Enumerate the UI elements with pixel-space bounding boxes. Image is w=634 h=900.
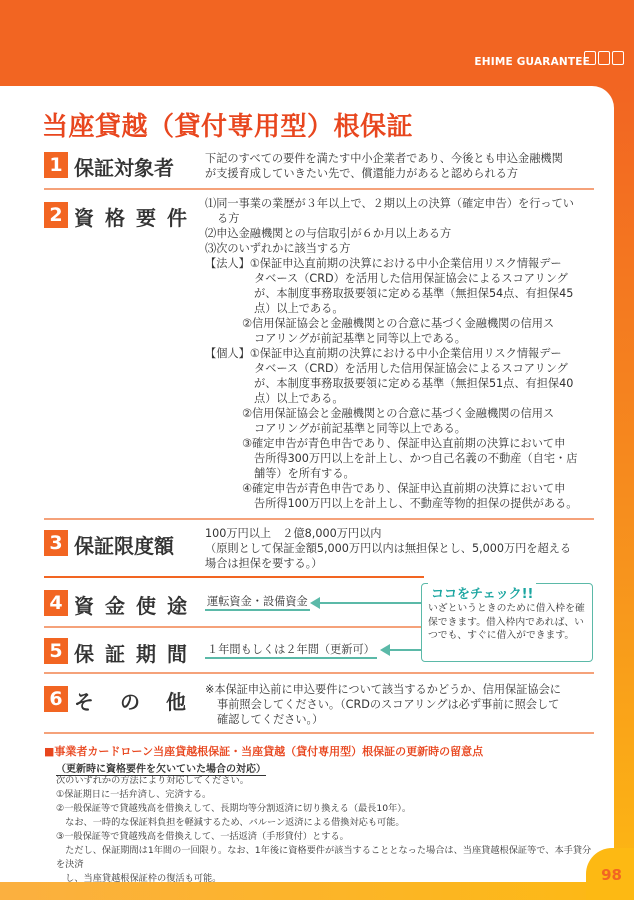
note-line: ①保証期日に一括弁済し、完済する。 (56, 789, 212, 800)
section-body (205, 151, 595, 181)
divider (44, 672, 594, 674)
section-number: 1 (44, 152, 68, 178)
text-line: 舗等）を所有する。 (254, 467, 355, 480)
text-line: 点）以上である。 (254, 302, 344, 315)
callout-text: いざというときのために借入枠を確保できます。借入枠内であれば、いつでも、すぐに借入ができます。 (428, 603, 585, 641)
text-line: ⑴同一事業の業歴が３年以上で、２期以上の決算（確定申告）を行ってい (205, 197, 574, 210)
text-line: 下記のすべての要件を満たす中小企業者であり、今後とも申込金融機関 (205, 152, 563, 165)
section-number: 6 (44, 686, 68, 712)
text-line: ②信用保証協会と金融機関との合意に基づく金融機関の信用ス (242, 317, 555, 330)
note-line: し、当座貸越根保証枠の復活も可能。 (56, 873, 222, 884)
text-line: 告所得100万円以上を計上し、不動産等物的担保の提供がある。 (254, 497, 578, 510)
brand-name: EHIME GUARANTEE (474, 56, 590, 68)
text-line: 告所得300万円以上を計上し、かつ自己名義の不動産（自宅・店 (254, 452, 578, 465)
section-body (205, 196, 595, 511)
section-label: 資格要件 (74, 206, 198, 230)
section-body (205, 682, 600, 727)
section-number: 3 (44, 530, 68, 556)
section-number: 2 (44, 202, 68, 228)
arrow-icon (310, 597, 320, 609)
section-label: 保証対象者 (74, 156, 174, 180)
section-label: 保証期間 (74, 642, 198, 666)
arrow-line (318, 602, 421, 604)
note-line: 次のいずれかの方法により対応してください。 (56, 775, 249, 786)
brand-icons (584, 51, 624, 65)
text-line: 確認してください。） (217, 713, 324, 726)
text-line: コアリングが前記基準と同等以上である。 (254, 422, 466, 435)
section-3 (44, 526, 594, 574)
notes-subtitle: （更新時に資格要件を欠いていた場合の対応） (56, 760, 266, 776)
text-line: ②信用保証協会と金融機関との合意に基づく金融機関の信用ス (242, 407, 555, 420)
text-line: が、本制度事務取扱要領に定める基準（無担保51点、有担保40 (254, 377, 574, 390)
text-line: 事前照会してください。（CRDのスコアリングは必ず事前に照会して (217, 698, 560, 711)
text-line: ※本保証申込前に申込要件について該当するかどうか、信用保証協会に (205, 683, 561, 696)
notes-title: ■事業者カードローン当座貸越根保証・当座貸越（貸付専用型）根保証の更新時の留意点 (44, 745, 484, 758)
right-stripe (614, 86, 634, 900)
text-line: タベース（CRD）を活用した信用保証協会によるスコアリング (254, 272, 568, 285)
value-box: １年間もしくは２年間（更新可） (205, 642, 377, 659)
text-line: が支援育成していきたい先で、償還能力があると認められる方 (205, 167, 519, 180)
divider (44, 188, 594, 190)
section-2 (44, 196, 594, 516)
text-line: タベース（CRD）を活用した信用保証協会によるスコアリング (254, 362, 568, 375)
text-line: ③確定申告が青色申告であり、保証申込直前期の決算において申 (242, 437, 566, 450)
text-line: 【個人】①保証申込直前期の決算における中小企業信用リスク情報デー (205, 347, 562, 360)
text-line: 場合は担保を要する。） (205, 557, 323, 570)
divider (44, 518, 594, 520)
page-title: 当座貸越（貸付専用型）根保証 (42, 112, 414, 142)
section-6 (44, 682, 594, 730)
divider (44, 732, 594, 734)
text-line: 点）以上である。 (254, 392, 344, 405)
divider (44, 576, 424, 578)
header-band (0, 0, 634, 86)
note-line: なお、一時的な保証料負担を軽減するため、バルーン返済による借換対応も可能。 (56, 817, 405, 828)
section-label: その他 (74, 690, 212, 714)
arrow-line (388, 649, 421, 651)
text-line: 100万円以上 ２億8,000万円以内 (205, 527, 382, 540)
note-line: ③一般保証等で貸越残高を借換えして、一括返済（手形貸付）とする。 (56, 831, 349, 842)
section-number: 5 (44, 638, 68, 664)
value-box: 運転資金・設備資金 (205, 594, 310, 611)
text-line: る方 (217, 212, 240, 225)
note-line: ただし、保証期間は1年間の一回限り。なお、1年後に資格要件が該当することとなった場合は、当座貸越根保証等で、本手貸分を決済 (56, 845, 592, 870)
arrow-icon (380, 644, 390, 656)
callout-title: ココをチェック!! (428, 583, 536, 602)
text-line: ④確定申告が青色申告であり、保証申込直前期の決算において申 (242, 482, 566, 495)
box-icon (598, 51, 610, 65)
check-callout (421, 583, 593, 662)
text-line: ⑵申込金融機関との与信取引が６か月以上ある方 (205, 227, 452, 240)
notes-body (56, 774, 594, 886)
text-line: ⑶次のいずれかに該当する方 (205, 242, 351, 255)
section-number: 4 (44, 590, 68, 616)
box-icon (612, 51, 624, 65)
box-icon (584, 51, 596, 65)
section-1 (44, 148, 594, 188)
note-line: ②一般保証等で貸越残高を借換えして、長期均等分割返済に切り換える（最長10年）。 (56, 803, 412, 814)
page-number: 98 (601, 866, 622, 884)
divider (44, 626, 424, 628)
section-label: 資金使途 (74, 594, 198, 618)
section-label: 保証限度額 (74, 534, 174, 558)
section-body (205, 642, 377, 659)
text-line: （原則として保証金額5,000万円以内は無担保とし、5,000万円を超える (205, 542, 572, 555)
section-body (205, 526, 600, 571)
text-line: 【法人】①保証申込直前期の決算における中小企業信用リスク情報デー (205, 257, 562, 270)
text-line: が、本制度事務取扱要領に定める基準（無担保54点、有担保45 (254, 287, 574, 300)
text-line: コアリングが前記基準と同等以上である。 (254, 332, 466, 345)
section-body (205, 594, 310, 611)
